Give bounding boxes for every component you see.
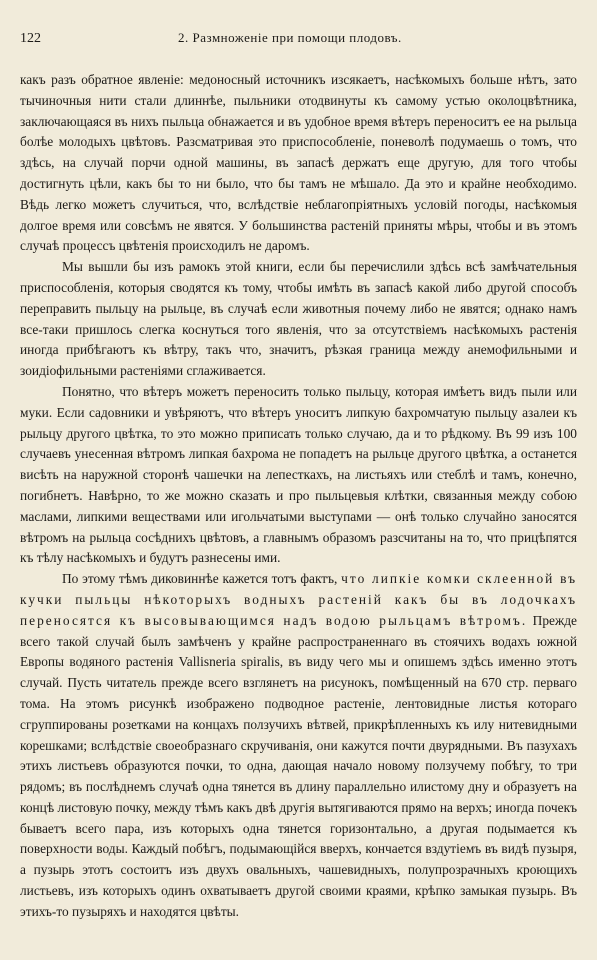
paragraph-4-text-rest: Прежде всего такой случай былъ замѣченъ у крайне распространеннаго въ стоячихъ водахъ южной Европы водяного растенiя Vallisneria spiralis, въ виду чего мы и опишемъ здѣсь именно этотъ случай. Пусть читатель прежде всего взглянетъ на рисунокъ, помѣщенный на 670 стр. перваго тома. На этомъ рисункѣ изображено подводное растенiе, лентовидные листья котораго сгруппированы розетками на концахъ ползучихъ вѣтвей, прикрѣпленныхъ къ илу нитевидными корешками; вслѣдствiе своеобразнаго скручиванiя, они кажутся почти двурядными. Въ пазухахъ этихъ листьевъ образуются почки, то одна, дающая начало новому ползучему побѣгу, то три рядомъ; въ послѣднемъ случаѣ одна тянется въ длину параллельно илистому дну и образуетъ на концѣ листовую почку, между тѣмъ какъ двѣ другiя вытягиваются прямо на верхъ; иногда почекъ бываетъ всего пара, изъ которыхъ одна тянется горизонтально, а другая подымается къ поверхности воды. Каждый побѣгъ, подымающiйся вверхъ, кончается вздутiемъ въ видѣ пузыря, а пузырь этотъ состоитъ изъ двухъ овальныхъ, чашевидныхъ, полупрозрачныхъ кроющихъ листьевъ, изъ которыхъ одинъ охватываетъ другой своими краями, крѣпко замыкая пузырь. Въ этихъ-то пузыряхъ и находятся цвѣты. bbox=[20, 612, 578, 919]
paragraph-1-text: какъ разъ обратное явленiе: медоносный источникъ изсякаетъ, насѣкомыхъ больше нѣтъ, зато тычиночныя нити стали длиннѣе, пыльники отодвинуты къ самому устью околоцвѣтника, заключающаяся въ нихъ пыльца обнажается и въ удобное время вѣтеръ переноситъ ее на рыльца болѣе молодыхъ цвѣтовъ. Разсматривая это приспособленiе, поневолѣ подумаешь о томъ, что здѣсь, на случай порчи одной машины, въ запасѣ держатъ еще другую, для того чтобы достигнуть цѣли, какъ бы то ни было, что бы тамъ не мѣшало. Да это и крайне необходимо. Вѣдь легко можетъ случиться, что, вслѣдствiе неблагопрiятныхъ условiй погоды, насѣкомыя долгое время или совсѣмъ не явятся. У большинства растенiй приняты мѣры, чтобы и въ этомъ случаѣ процессъ цвѣтенiя происходилъ не даромъ. bbox=[20, 72, 577, 254]
paragraph-4-spaced-emphasis: что липкiе комки склеенной въ кучки пыльцы нѣкоторыхъ водныхъ растенiй какъ бы въ лодочкахъ переносятся къ высовывающимся надъ водою рыльцамъ вѣтромъ. bbox=[20, 571, 577, 628]
paragraph-4 bbox=[20, 569, 577, 923]
paragraph-2-text: Мы вышли бы изъ рамокъ этой книги, если бы перечислили здѣсь всѣ замѣчательныя приспособленiя, которыя сводятся къ тому, чтобы имѣть въ запасѣ какой либо другой способъ переправить пыльцу на рыльце, въ случаѣ если животныя почему либо не явятся; однако намъ все-таки пришлось слегка коснуться того явленiя, что за отсутствiемъ насѣкомыхъ растенiя иногда прибѣгаютъ къ вѣтру, такъ что, значитъ, рѣзкая граница между анемофильными и зоидiофильными растенiями сглаживается. bbox=[20, 259, 577, 379]
paragraph-1 bbox=[20, 70, 577, 257]
page-number: 122 bbox=[20, 31, 41, 46]
running-title: 2. Размноженiе при помощи плодовъ. bbox=[178, 30, 402, 45]
running-head bbox=[20, 30, 577, 52]
paragraph-4-text-lead: По этому тѣмъ диковиннѣе кажется тотъ фактъ, bbox=[62, 571, 342, 587]
paragraph-2 bbox=[20, 257, 577, 382]
paragraph-3-text: Понятно, что вѣтеръ можетъ переносить только пыльцу, которая имѣетъ видъ пыли или муки. Если садовники и увѣряютъ, что вѣтеръ уноситъ липкую бахромчатую пыльцу азалеи къ рыльцу другого цвѣтка, то это можно приписать только случаю, да и то рѣдкому. Въ 99 изъ 100 случаевъ унесенная вѣтромъ липкая бахрома не попадетъ на рыльце другого цвѣтка, а останется висѣть на наружной сторонѣ чашечки на лепесткахъ, на листьяхъ или стеблѣ и тамъ, конечно, погибнетъ. Навѣрно, то же можно сказать и про пыльцевыя клѣтки, связанныя между собою маслами, липкими веществами или игольчатыми выступами — онѣ только случайно заносятся вѣтромъ на рыльца сосѣднихъ цвѣтовъ, а главнымъ образомъ разсчитаны на то, что прицѣпятся къ тѣлу насѣкомыхъ и будутъ разнесены ими. bbox=[20, 383, 577, 566]
body-text bbox=[20, 70, 577, 923]
paragraph-3 bbox=[20, 382, 577, 569]
